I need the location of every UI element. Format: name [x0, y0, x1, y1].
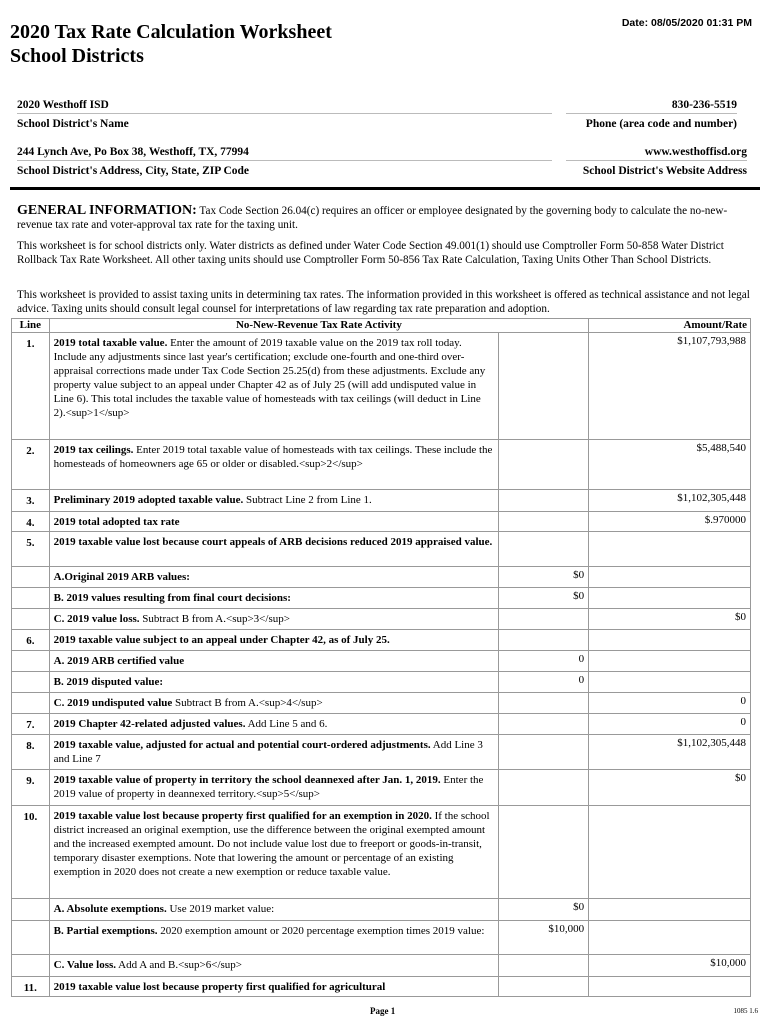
line-description: 2019 taxable value lost because property first qualified for an exemption in 2020. If the school district increased an original exemption, use the difference between the original exempted amount and the increased exempted amount. Do not include value lost due to freeport or goods-in-transit, temporary disaster exemptions. Note that lowering the amount or percentage of an existing exemption in 2020 does not create a new exemption or reduce taxable value. — [49, 806, 498, 899]
line-subamount — [498, 955, 589, 977]
line-description: A.Original 2019 ARB values: — [49, 567, 498, 588]
table-row-5b — [12, 588, 751, 609]
table-row-10 — [12, 806, 751, 899]
line-number — [12, 609, 50, 630]
table-row-5c — [12, 609, 751, 630]
table-header-row — [12, 319, 751, 333]
line-number: 1. — [12, 333, 50, 440]
table-row-6 — [12, 630, 751, 651]
line-description: B. 2019 disputed value: — [49, 672, 498, 693]
line-total: $1,102,305,448 — [589, 735, 751, 770]
district-name: 2020 Westhoff ISD — [17, 97, 552, 114]
line-description: 2019 tax ceilings. Enter 2019 total taxable value of homesteads with tax ceilings. These include the homesteads of homeowners age 65 or older or disabled.<sup>2</sup> — [49, 440, 498, 490]
line-description: 2019 taxable value lost because court appeals of ARB decisions reduced 2019 appraised value. — [49, 532, 498, 567]
line-subamount: 0 — [498, 672, 589, 693]
line-subamount: $0 — [498, 567, 589, 588]
disclaimer-paragraph: This worksheet is provided to assist taxing units in determining tax rates. The information provided in this worksheet is offered as technical assistance and not legal advice. Taxing units should consult legal counsel for interpretations of law regarding tax rate preparation and adoption. — [17, 289, 750, 315]
line-description: C. 2019 undisputed value Subtract B from A.<sup>4</sup> — [49, 693, 498, 714]
line-subamount: $0 — [498, 588, 589, 609]
line-subamount — [498, 490, 589, 512]
table-row-7 — [12, 714, 751, 735]
line-subamount — [498, 977, 589, 997]
line-number — [12, 899, 50, 921]
table-row-6a — [12, 651, 751, 672]
line-number — [12, 955, 50, 977]
line-subamount — [498, 630, 589, 651]
phone-label: Phone (area code and number) — [585, 118, 737, 130]
line-number: 10. — [12, 806, 50, 899]
phone-number: 830-236-5519 — [566, 97, 737, 114]
line-total — [589, 806, 751, 899]
line-number: 4. — [12, 512, 50, 532]
table-row-2 — [12, 440, 751, 490]
table-row-5a — [12, 567, 751, 588]
title-line-2: School Districts — [10, 45, 144, 67]
line-description: 2019 Chapter 42-related adjusted values. Add Line 5 and 6. — [49, 714, 498, 735]
line-description: A. Absolute exemptions. Use 2019 market value: — [49, 899, 498, 921]
line-number: 9. — [12, 770, 50, 806]
line-number — [12, 588, 50, 609]
line-total: $10,000 — [589, 955, 751, 977]
line-description: Preliminary 2019 adopted taxable value. Subtract Line 2 from Line 1. — [49, 490, 498, 512]
line-description: 2019 total taxable value. Enter the amount of 2019 taxable value on the 2019 tax roll today. Include any adjustments since last year's certification; exclude one-fourth and one-third over-appraisal corrections made under Tax Code Section 25.25(d) from these adjustments. Exclude any property value subject to an appeal under Chapter 42 as of July 25 (will add undisputed value in Line 6). This total includes the taxable value of homesteads with tax ceilings (will deduct in Line 2).<sup>1</sup> — [49, 333, 498, 440]
line-total: $5,488,540 — [589, 440, 751, 490]
line-total — [589, 567, 751, 588]
line-total — [589, 899, 751, 921]
table-row-5 — [12, 532, 751, 567]
district-name-block — [17, 97, 552, 132]
table-row-10b — [12, 921, 751, 955]
website-block — [566, 144, 747, 179]
line-total — [589, 921, 751, 955]
no-new-revenue-table — [11, 318, 751, 997]
table-row-6b — [12, 672, 751, 693]
general-info-text: Tax Code Section 26.04(c) requires an officer or employee designated by the governing body to calculate the no-new-revenue tax rate and voter-approval tax rate for the taxing unit. — [17, 205, 728, 231]
line-total: $.970000 — [589, 512, 751, 532]
line-subamount: 0 — [498, 651, 589, 672]
line-number — [12, 567, 50, 588]
line-subamount — [498, 333, 589, 440]
table-row-9 — [12, 770, 751, 806]
line-number: 2. — [12, 440, 50, 490]
line-subamount — [498, 609, 589, 630]
line-description: B. 2019 values resulting from final court decisions: — [49, 588, 498, 609]
print-date: Date: 08/05/2020 01:31 PM — [621, 17, 752, 29]
line-subamount: $10,000 — [498, 921, 589, 955]
line-total — [589, 977, 751, 997]
line-number: 8. — [12, 735, 50, 770]
title-line-1: 2020 Tax Rate Calculation Worksheet — [10, 21, 332, 43]
line-subamount — [498, 770, 589, 806]
line-total: 0 — [589, 693, 751, 714]
district-name-label: School District's Name — [17, 118, 129, 130]
line-number — [12, 693, 50, 714]
line-total: $1,107,793,988 — [589, 333, 751, 440]
general-info-heading: GENERAL INFORMATION: — [17, 203, 197, 218]
form-code: 1085 1.6 — [733, 1007, 758, 1015]
address-label: School District's Address, City, State, ZIP Code — [17, 165, 250, 177]
line-subamount — [498, 512, 589, 532]
line-description: A. 2019 ARB certified value — [49, 651, 498, 672]
table-row-6c — [12, 693, 751, 714]
col-activity-header: No-New-Revenue Tax Rate Activity — [49, 319, 588, 333]
line-subamount — [498, 693, 589, 714]
line-description: 2019 taxable value, adjusted for actual and potential court-ordered adjustments. Add Line 3 and Line 7 — [49, 735, 498, 770]
line-number — [12, 672, 50, 693]
table-row-8 — [12, 735, 751, 770]
line-subamount — [498, 735, 589, 770]
page-number: Page 1 — [370, 1006, 396, 1016]
line-description: 2019 total adopted tax rate — [49, 512, 498, 532]
line-number: 7. — [12, 714, 50, 735]
table-row-10c — [12, 955, 751, 977]
line-description: C. 2019 value loss. Subtract B from A.<sup>3</sup> — [49, 609, 498, 630]
line-subamount — [498, 440, 589, 490]
col-line-header: Line — [12, 319, 50, 333]
phone-block — [566, 97, 737, 132]
line-subamount — [498, 714, 589, 735]
line-description: C. Value loss. Add A and B.<sup>6</sup> — [49, 955, 498, 977]
line-total: $1,102,305,448 — [589, 490, 751, 512]
line-number — [12, 921, 50, 955]
line-number: 6. — [12, 630, 50, 651]
table-row-10a — [12, 899, 751, 921]
section-divider — [10, 187, 760, 190]
table-row-3 — [12, 490, 751, 512]
table-row-4 — [12, 512, 751, 532]
address-block — [17, 144, 552, 179]
website-label: School District's Website Address — [582, 165, 747, 177]
line-total — [589, 672, 751, 693]
general-info-paragraph — [17, 204, 753, 232]
line-description: 2019 taxable value lost because property first qualified for agricultural — [49, 977, 498, 997]
table-row-11 — [12, 977, 751, 997]
col-amount-header: Amount/Rate — [589, 319, 751, 333]
line-number: 5. — [12, 532, 50, 567]
district-address: 244 Lynch Ave, Po Box 38, Westhoff, TX, 77994 — [17, 144, 552, 161]
line-total: $0 — [589, 770, 751, 806]
line-subamount — [498, 532, 589, 567]
line-number: 11. — [12, 977, 50, 997]
line-number — [12, 651, 50, 672]
line-total: 0 — [589, 714, 751, 735]
line-subamount: $0 — [498, 899, 589, 921]
worksheet-scope-paragraph: This worksheet is for school districts only. Water districts as defined under Water Code Section 49.001(1) should use Comptroller Form 50-858 Water District Rollback Tax Rate Worksheet. All other taxing units should use Comptroller Form 50-856 Tax Rate Calculation, Taxing Units Other Than School Districts. — [17, 240, 724, 266]
page-title — [10, 20, 332, 68]
line-total — [589, 630, 751, 651]
line-description: 2019 taxable value subject to an appeal under Chapter 42, as of July 25. — [49, 630, 498, 651]
line-number: 3. — [12, 490, 50, 512]
line-description: 2019 taxable value of property in territory the school deannexed after Jan. 1, 2019. Enter the 2019 value of property in deannexed territory.<sup>5</sup> — [49, 770, 498, 806]
line-description: B. Partial exemptions. 2020 exemption amount or 2020 percentage exemption times 2019 value: — [49, 921, 498, 955]
line-total — [589, 532, 751, 567]
line-subamount — [498, 806, 589, 899]
district-website: www.westhoffisd.org — [566, 144, 747, 161]
line-total: $0 — [589, 609, 751, 630]
table-row-1 — [12, 333, 751, 440]
line-total — [589, 588, 751, 609]
line-total — [589, 651, 751, 672]
